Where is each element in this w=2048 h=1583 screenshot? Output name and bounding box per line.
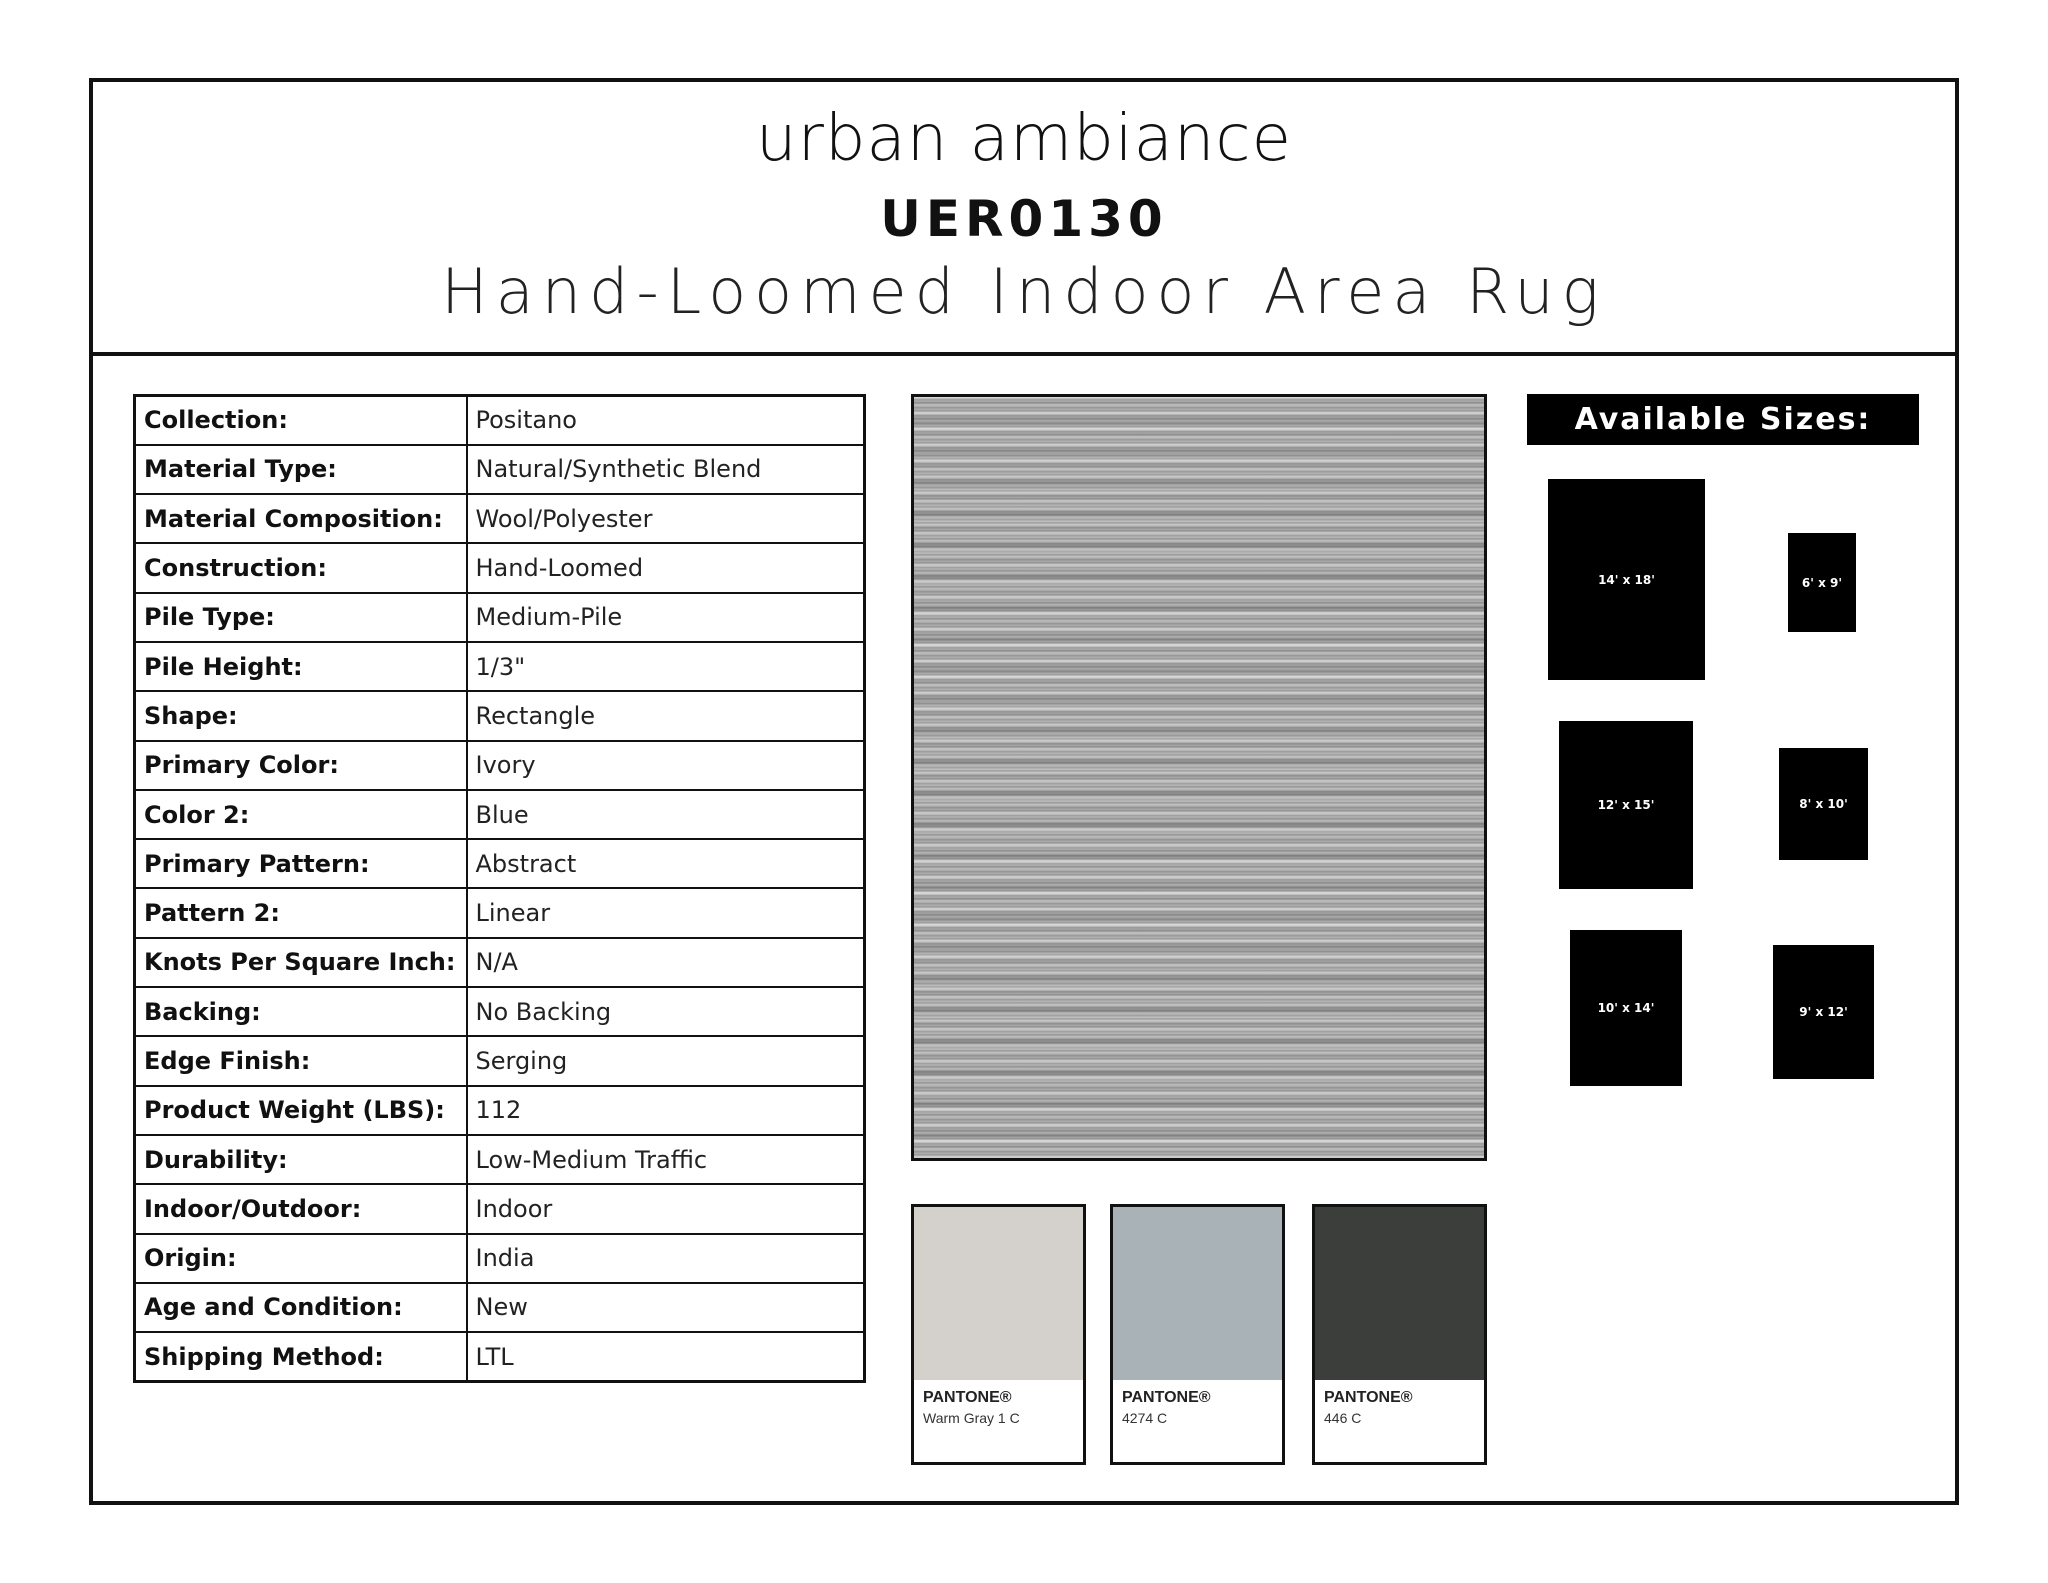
spec-row — [135, 888, 865, 937]
spec-label: Pile Type: — [135, 593, 467, 642]
swatch-color — [1315, 1207, 1484, 1380]
spec-value: Linear — [467, 888, 865, 937]
swatch-color — [914, 1207, 1083, 1380]
spec-label: Collection: — [135, 396, 467, 445]
spec-row — [135, 445, 865, 494]
pantone-swatch — [1312, 1204, 1487, 1465]
spec-label: Backing: — [135, 987, 467, 1036]
size-box: 6' x 9' — [1788, 533, 1856, 632]
header-divider — [89, 352, 1959, 356]
spec-row — [135, 494, 865, 543]
spec-row — [135, 691, 865, 740]
spec-value: 1/3" — [467, 642, 865, 691]
size-box: 14' x 18' — [1548, 479, 1705, 680]
spec-row — [135, 1086, 865, 1135]
spec-value: Hand-Loomed — [467, 543, 865, 592]
spec-table — [133, 394, 866, 1383]
spec-label: Material Composition: — [135, 494, 467, 543]
spec-label: Shape: — [135, 691, 467, 740]
spec-label: Pattern 2: — [135, 888, 467, 937]
size-box: 9' x 12' — [1773, 945, 1874, 1079]
size-box: 12' x 15' — [1559, 721, 1693, 889]
spec-value: New — [467, 1283, 865, 1332]
spec-label: Shipping Method: — [135, 1332, 467, 1381]
spec-value: Low-Medium Traffic — [467, 1135, 865, 1184]
spec-value: Blue — [467, 790, 865, 839]
spec-value: No Backing — [467, 987, 865, 1036]
spec-value: N/A — [467, 938, 865, 987]
spec-label: Material Type: — [135, 445, 467, 494]
spec-row — [135, 938, 865, 987]
spec-value: India — [467, 1234, 865, 1283]
swatch-brand: PANTONE® — [923, 1389, 1012, 1406]
spec-label: Product Weight (LBS): — [135, 1086, 467, 1135]
spec-label: Origin: — [135, 1234, 467, 1283]
spec-row — [135, 987, 865, 1036]
available-sizes-header: Available Sizes: — [1527, 394, 1919, 445]
spec-value: Natural/Synthetic Blend — [467, 445, 865, 494]
spec-value: 112 — [467, 1086, 865, 1135]
spec-value: Wool/Polyester — [467, 494, 865, 543]
spec-label: Durability: — [135, 1135, 467, 1184]
spec-label: Color 2: — [135, 790, 467, 839]
spec-row — [135, 543, 865, 592]
brand-logo: urban ambiance — [756, 102, 1292, 176]
product-title: Hand-Loomed Indoor Area Rug — [441, 255, 1607, 328]
spec-label: Primary Pattern: — [135, 839, 467, 888]
swatch-code: 4274 C — [1122, 1410, 1168, 1426]
spec-value: Serging — [467, 1036, 865, 1085]
swatch-brand: PANTONE® — [1122, 1389, 1211, 1406]
spec-value: Indoor — [467, 1184, 865, 1233]
spec-row — [135, 1036, 865, 1085]
spec-label: Construction: — [135, 543, 467, 592]
spec-value: Medium-Pile — [467, 593, 865, 642]
spec-row — [135, 1184, 865, 1233]
spec-label: Pile Height: — [135, 642, 467, 691]
pantone-swatch — [1110, 1204, 1285, 1465]
spec-row — [135, 593, 865, 642]
spec-row — [135, 1283, 865, 1332]
spec-label: Edge Finish: — [135, 1036, 467, 1085]
pantone-swatch — [911, 1204, 1086, 1465]
spec-label: Indoor/Outdoor: — [135, 1184, 467, 1233]
spec-row — [135, 396, 865, 445]
spec-value: Ivory — [467, 741, 865, 790]
spec-row — [135, 741, 865, 790]
spec-value: LTL — [467, 1332, 865, 1381]
spec-row — [135, 790, 865, 839]
size-box: 8' x 10' — [1779, 748, 1868, 860]
rug-image — [911, 394, 1487, 1161]
spec-value: Positano — [467, 396, 865, 445]
spec-value: Rectangle — [467, 691, 865, 740]
spec-row — [135, 1332, 865, 1381]
swatch-color — [1113, 1207, 1282, 1380]
product-sku: UER0130 — [880, 190, 1168, 248]
spec-label: Primary Color: — [135, 741, 467, 790]
swatch-code: 446 C — [1324, 1410, 1362, 1426]
spec-row — [135, 1135, 865, 1184]
swatch-brand: PANTONE® — [1324, 1389, 1413, 1406]
spec-row — [135, 1234, 865, 1283]
swatch-code: Warm Gray 1 C — [923, 1410, 1020, 1426]
spec-row — [135, 839, 865, 888]
spec-value: Abstract — [467, 839, 865, 888]
spec-row — [135, 642, 865, 691]
size-box: 10' x 14' — [1570, 930, 1682, 1086]
spec-label: Age and Condition: — [135, 1283, 467, 1332]
spec-label: Knots Per Square Inch: — [135, 938, 467, 987]
